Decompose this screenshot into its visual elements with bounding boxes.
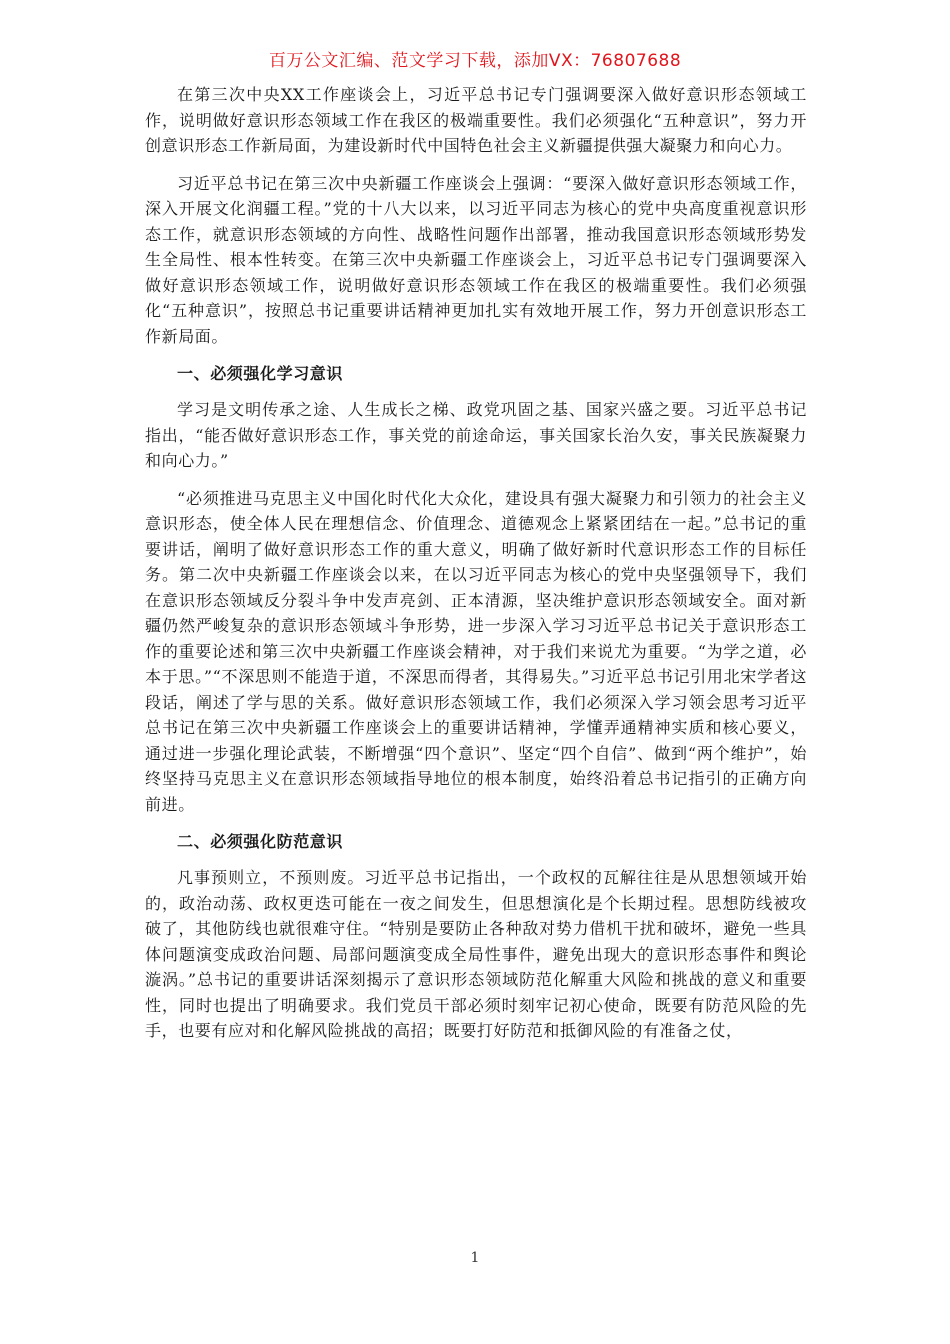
document-body (145, 82, 807, 1056)
section-1-paragraph-2: “必须推进马克思主义中国化时代化大众化，建设具有强大凝聚力和引领力的社会主义意识形态，使全体人民在理想信念、价值理念、道德观念上紧紧团结在一起。”总书记的重要讲话，阐明了做好意识形态工作的重大意义，明确了做好新时代意识形态工作的目标任务。第二次中央新疆工作座谈会以来，在以习近平同志为核心的党中央坚强领导下，我们在意识形态领域反分裂斗争中发声亮剑、正本清源，坚决维护意识形态领域安全。面对新疆仍然严峻复杂的意识形态领域斗争形势，进一步深入学习习近平总书记关于意识形态工作的重要论述和第三次中央新疆工作座谈会精神，对于我们来说尤为重要。“为学之道，必本于思。”“不深思则不能造于道，不深思而得者，其得易失。”习近平总书记引用北宋学者这段话，阐述了学与思的关系。做好意识形态领域工作，我们必须深入学习领会思考习近平总书记在第三次中央新疆工作座谈会上的重要讲话精神，学懂弄通精神实质和核心要义，通过进一步强化理论武装，不断增强“四个意识”、坚定“四个自信”、做到“两个维护”，始终坚持马克思主义在意识形态领域指导地位的根本制度，始终沿着总书记指引的正确方向前进。 (145, 488, 807, 814)
section-1-paragraph-1: 学习是文明传承之途、人生成长之梯、政党巩固之基、国家兴盛之要。习近平总书记指出，“能否做好意识形态工作，事关党的前途命运，事关国家长治久安，事关民族凝聚力和向心力。” (145, 400, 807, 470)
section-2-paragraph-1: 凡事预则立，不预则废。习近平总书记指出，一个政权的瓦解往往是从思想领域开始的，政治动荡、政权更迭可能在一夜之间发生，但思想演化是个长期过程。思想防线被攻破了，其他防线也就很难守住。“特别是要防止各种敌对势力借机干扰和破坏，避免一些具体问题演变成政治问题、局部问题演变成全局性事件，避免出现大的意识形态事件和舆论漩涡。”总书记的重要讲话深刻揭示了意识形态领域防范化解重大风险和挑战的意义和重要性，同时也提出了明确要求。我们党员干部必须时刻牢记初心使命，既要有防范风险的先手，也要有应对和化解风险挑战的高招；既要打好防范和抵御风险的有准备之仗， (145, 868, 807, 1040)
intro-paragraph-1: 在第三次中央XX工作座谈会上，习近平总书记专门强调要深入做好意识形态领域工作，说明做好意识形态领域工作在我区的极端重要性。我们必须强化“五种意识”，努力开创意识形态工作新局面，为建设新时代中国特色社会主义新疆提供强大凝聚力和向心力。 (145, 85, 807, 155)
section-1-heading: 一、必须强化学习意识 (177, 364, 344, 383)
watermark-header: 百万公文汇编、范文学习下载，添加VX：76807688 (268, 51, 682, 71)
intro-paragraph-2: 习近平总书记在第三次中央新疆工作座谈会上强调：“要深入做好意识形态领域工作，深入开展文化润疆工程。”党的十八大以来，以习近平同志为核心的党中央高度重视意识形态工作，就意识形态领域的方向性、战略性问题作出部署，推动我国意识形态领域形势发生全局性、根本性转变。在第三次中央新疆工作座谈会上，习近平总书记专门强调要深入做好意识形态领域工作，说明做好意识形态领域工作在我区的极端重要性。我们必须强化“五种意识”，按照总书记重要讲话精神更加扎实有效地开展工作，努力开创意识形态工作新局面。 (145, 173, 807, 346)
section-2-heading: 二、必须强化防范意识 (177, 832, 344, 851)
page-number: 1 (470, 1250, 480, 1266)
